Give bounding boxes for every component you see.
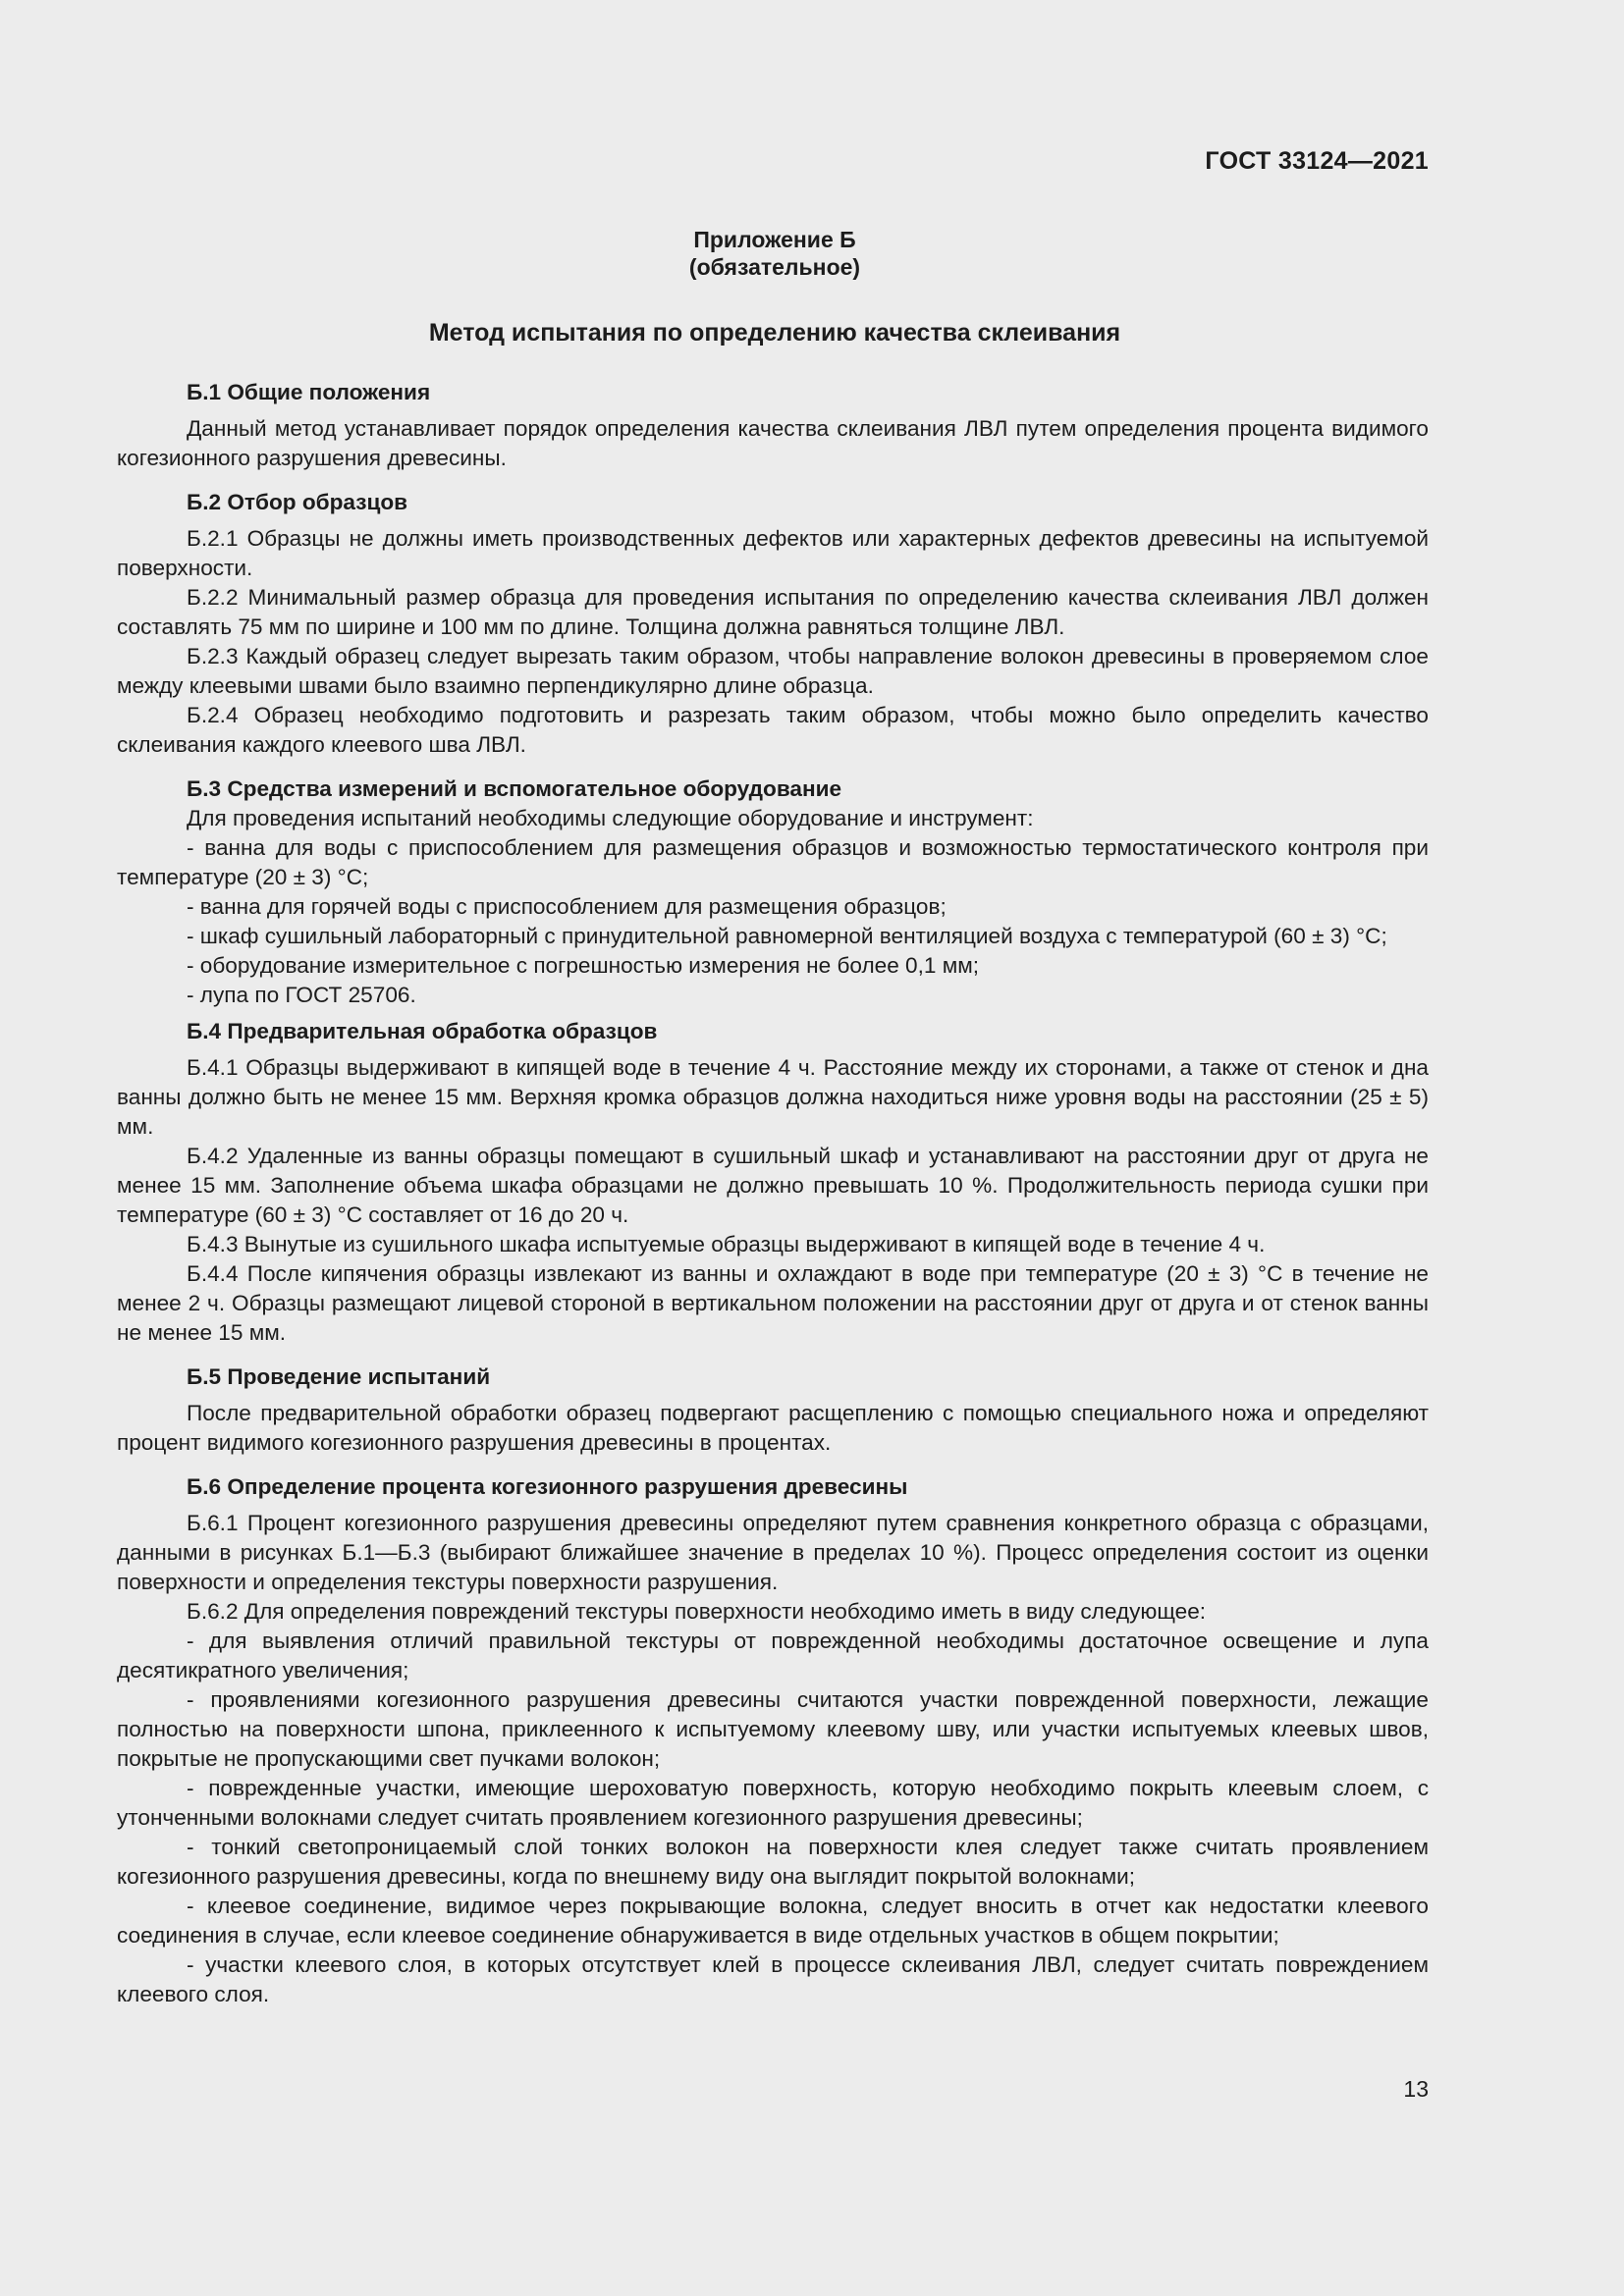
list-item: - для выявления отличий правильной текстуры от поврежденной необходимы достаточное освещение и лупа десятикратного увеличения; — [117, 1629, 1429, 1682]
list-item: - клеевое соединение, видимое через покрывающие волокна, следует вносить в отчет как недостатки клеевого соединения в случае, если клеевое соединение обнаруживается в виде отдельных участков в общем покрытии; — [117, 1894, 1429, 1948]
paragraph: Б.4.3 Вынутые из сушильного шкафа испытуемые образцы выдерживают в кипящей воде в течение 4 ч. — [187, 1232, 1266, 1256]
section-heading: Б.1 Общие положения — [187, 380, 431, 404]
list-item: - поврежденные участки, имеющие шероховатую поверхность, которую необходимо покрыть клеевым слоем, с утонченными волокнами следует считать проявлением когезионного разрушения древесины; — [117, 1776, 1429, 1830]
list-item: - участки клеевого слоя, в которых отсутствует клей в процессе склеивания ЛВЛ, следует считать повреждением клеевого слоя. — [117, 1952, 1429, 2006]
paragraph: Б.6.1 Процент когезионного разрушения древесины определяют путем сравнения конкретного образца с образцами, данными в рисунках Б.1—Б.3 (выбирают ближайшее значение в пределах 10 %). Процесс определения состоит из оценки поверхности и определения текстуры поверхности разрушения. — [117, 1511, 1429, 1594]
paragraph: После предварительной обработки образец подвергают расщеплению с помощью специального ножа и определяют процент видимого когезионного разрушения древесины в процентах. — [117, 1401, 1429, 1455]
list-item: - лупа по ГОСТ 25706. — [187, 983, 416, 1007]
document-code: ГОСТ 33124—2021 — [1205, 147, 1429, 175]
document-body — [117, 378, 1429, 2009]
paragraph: Б.2.4 Образец необходимо подготовить и разрезать таким образом, чтобы можно было определить качество склеивания каждого клеевого шва ЛВЛ. — [117, 703, 1429, 757]
section-heading: Б.6 Определение процента когезионного разрушения древесины — [187, 1474, 908, 1499]
section-heading: Б.3 Средства измерений и вспомогательное оборудование — [187, 776, 842, 801]
paragraph: Б.4.2 Удаленные из ванны образцы помещают в сушильный шкаф и устанавливают на расстоянии друг от друга не менее 15 мм. Заполнение объема шкафа образцами не должно превышать 10 %. Продолжительность периода сушки при температуре (60 ± 3) °С составляет от 16 до 20 ч. — [117, 1144, 1429, 1227]
paragraph: Б.6.2 Для определения повреждений текстуры поверхности необходимо иметь в виду следующее: — [187, 1599, 1207, 1624]
page-number: 13 — [1403, 2076, 1429, 2102]
section-heading: Б.4 Предварительная обработка образцов — [187, 1019, 658, 1043]
list-item: - шкаф сушильный лабораторный с принудительной равномерной вентиляцией воздуха с температурой (60 ± 3) °С; — [187, 924, 1387, 948]
list-item: - ванна для воды с приспособлением для размещения образцов и возможностью термостатического контроля при температуре (20 ± 3) °С; — [117, 835, 1429, 889]
list-item: - оборудование измерительное с погрешностью измерения не более 0,1 мм; — [187, 953, 980, 978]
list-item: - тонкий светопроницаемый слой тонких волокон на поверхности клея следует также считать проявлением когезионного разрушения древесины, когда по внешнему виду она выглядит покрытой волокнами; — [117, 1835, 1429, 1889]
section-heading: Б.5 Проведение испытаний — [187, 1364, 491, 1389]
paragraph: Б.2.2 Минимальный размер образца для проведения испытания по определению качества склеивания ЛВЛ должен составлять 75 мм по ширине и 100 мм по длине. Толщина должна равняться толщине ЛВЛ. — [117, 585, 1429, 639]
list-item: - ванна для горячей воды с приспособлением для размещения образцов; — [187, 894, 947, 919]
paragraph: Б.4.1 Образцы выдерживают в кипящей воде в течение 4 ч. Расстояние между их сторонами, а также от стенок и дна ванны должно быть не менее 15 мм. Верхняя кромка образцов должна находиться ниже уровня воды на расстоянии (25 ± 5) мм. — [117, 1055, 1429, 1139]
paragraph: Для проведения испытаний необходимы следующие оборудование и инструмент: — [187, 806, 1034, 830]
paragraph: Б.4.4 После кипячения образцы извлекают из ванны и охлаждают в воде при температуре (20 ± 3) °С в течение не менее 2 ч. Образцы размещают лицевой стороной в вертикальном положении на расстоянии друг от друга и от стенок ванны не менее 15 мм. — [117, 1261, 1429, 1345]
list-item: - проявлениями когезионного разрушения древесины считаются участки поврежденной поверхности, лежащие полностью на поверхности шпона, приклеенного к испытуемому клеевому шву, или участки испытуемых клеевых швов, покрытые не пропускающими свет пучками волокон; — [117, 1687, 1429, 1771]
section-heading: Б.2 Отбор образцов — [187, 490, 408, 514]
appendix-title: Приложение Б — [693, 227, 856, 252]
paragraph: Б.2.1 Образцы не должны иметь производственных дефектов или характерных дефектов древесины на испытуемой поверхности. — [117, 526, 1429, 580]
appendix-status: (обязательное) — [688, 254, 861, 280]
document-title: Метод испытания по определению качества склеивания — [428, 319, 1121, 347]
appendix-heading — [0, 226, 1549, 281]
paragraph: Данный метод устанавливает порядок определения качества склеивания ЛВЛ путем определения процента видимого когезионного разрушения древесины. — [117, 416, 1429, 470]
paragraph: Б.2.3 Каждый образец следует вырезать таким образом, чтобы направление волокон древесины в проверяемом слое между клеевыми швами было взаимно перпендикулярно длине образца. — [117, 644, 1429, 698]
